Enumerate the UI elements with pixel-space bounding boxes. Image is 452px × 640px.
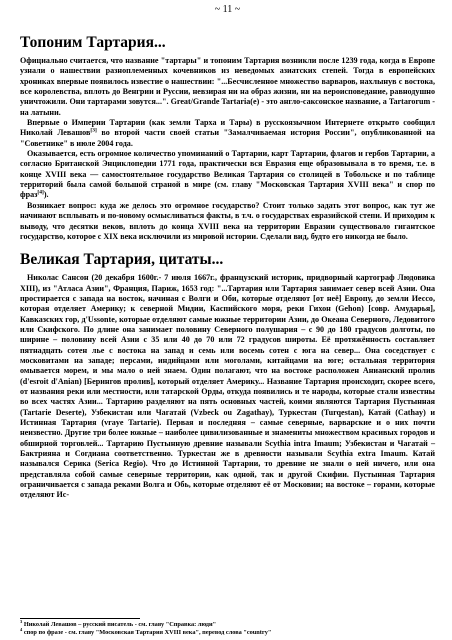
paragraph-britannica-end: ).: [43, 190, 49, 200]
footnote-ref-4[interactable]: [4]: [37, 189, 44, 196]
paragraph-official-origin: Официально считается, что название "тартары" и топоним Тартария возникли после 1239 года, когда в Европе узнали о нашествии разноплеменных кочевников из неведомых азиатских степей. Тогда в европейских хрониках впервые появилось известие о нашествии: "...Бесчисленное множество варваров, нахлынув с востока, все королевства, вплоть до Венгрии и Руссии, невзирая ни на образ жизни, ни на вероисповедание, равнодушно уничтожили. Они тартарами зовутся...". Great/Grande Tartaria(е) - это англо-саксонское название, а Tartarorum - на латыни.: [20, 56, 435, 117]
footnote-4: [20, 626, 435, 637]
footnote-3-text: Николай Левашов – русский писатель - см. главу "Справка: люди": [22, 621, 217, 628]
footnote-divider: [20, 618, 140, 619]
section-title-toponym: Топоним Тартария...: [20, 34, 166, 51]
paragraph-levashov-text-2: во второй части своей статьи "Замалчиваемая история России", опубликованной на "Советнике" в июле 2004 года.: [20, 128, 435, 148]
paragraph-britannica: [20, 149, 435, 201]
footnote-ref-3[interactable]: [3]: [90, 127, 97, 134]
footnote-4-mark: 4: [20, 626, 23, 632]
footnote-3-mark: 3: [20, 618, 23, 624]
paragraph-britannica-text: Оказывается, есть огромное количество упоминаний о Тартарии, карт Тартарии, флагов и гербов Тартарии, а согласно Британской Энциклопедии 1771 года, практически вся Евразия еще образовывала в то время, т.е. в конце XVIII века — самостоятельное государство Великая Тартария со столицей в Тобольске и по таблице территорий была самой большой страной в мире (см. главу "Московская Тартария XVIII века" и спор по фраз: [20, 149, 435, 200]
paragraph-sanson-quote: Николас Сансон (20 декабря 1600г.- 7 июля 1667г., французский историк, придворный картограф Людовика XIII), из "Атласа Азии", Франция, Париж, 1653 год: "...Тартария или Тартария занимает север всей Азии. Она простирается с запада на восток, начиная с Волги и Оби, которые отделяют [от неё] Европу, до земли Иессо, которая отделяет Америку; к северной Мидии, Каспийского моря, реки Гихон (Gehon) [совр. Амударья], Кавказских гор, д'Ussonte, которые отделяют самые южные территории Азии, до Океана Северного, Ледовитого или Скифского. По длине она занимает половину Северного полушария – с 90 до 180 градусов долготы, по ширине – половину всей Азии с 35 или 40 до 70 или 72 градусов широты. Её протяжённость составляет пятнадцать сотен лье с востока на запад и семь или восемь сотен с юга на север... Она соседствует с московитами на западе; персами, индийцами или моголами, китайцами на юге; остальная территория омывается морем, и мы мало о ней знаем. Один полагают, что на востоке расположен Анианский пролив (d'esroit d'Anian) [Берингов пролив], который отделяет Америку... Название Тартария происходит, скорее всего, от названия реки или местности, или татарской Орды, откуда появились и те народы, которые стали известны во всех частях Азии... Тартарию разделяют на пять основных частей, коими являются Тартария Пустынная (Tartarie Deserte), Узбекистан или Чагатай (Vzbeck ou Zagathay), Туркестан (Turqestan), Катай (Cathay) и Истинная Тартария (vraye Tartarie). Первая и последняя – самые северные, варварские и о них почти неизвестно. Другие три более южные – наиболее цивилизованные и знамениты множеством красивых городов и обширной торговлей... Тартарию Пустынную древние называли Scythia intra Imaum; Узбекистан и Чагатай – Бактрияна и Согдиана соответственно. Туркестан же в древности называли Scythia extra Imaum. Катай назывался Серика (Serica Regio). Что до Истинной Тартарии, то древние не знали о ней ничего, или она представляла собой самые северные территории, как одной, так и другой Скифии. Пустынная Тартария ограничивается с запада реками Волга и Обь, которые отделяют её от Московии; на востоке – горами, которые отделяют Ис-: [20, 273, 435, 500]
paragraph-levashov-text-1: Впервые о Империи Тартарии (как земли Тарха и Тары) в русскоязычном Интернете открыто сообщил Николай Левашов: [20, 118, 435, 138]
footnote-4-text: спор по фразе - см. главу "Московская Тартария XVIII века", перевод слова "country": [22, 628, 272, 636]
paragraph-question: Возникает вопрос: куда же делось это огромное государство? Стоит только задать этот вопрос, как тут же начинают всплывать и по-новому осмысливаться факты, в т.ч. о государствах евразийской степи. И приходим к выводу, что десятки веков, вплоть до конца XVIII века на территории Евразии существовало гигантское государство, которое с XIX века исключили из мировой истории. Сделали вид, будто его никогда не было.: [20, 200, 435, 241]
paragraph-levashov: [20, 118, 435, 149]
footnotes: [20, 618, 435, 636]
footnote-3: [20, 618, 435, 629]
section-title-quotes: Великая Тартария, цитаты...: [20, 251, 224, 269]
page-number: ~ 11 ~: [214, 4, 241, 15]
